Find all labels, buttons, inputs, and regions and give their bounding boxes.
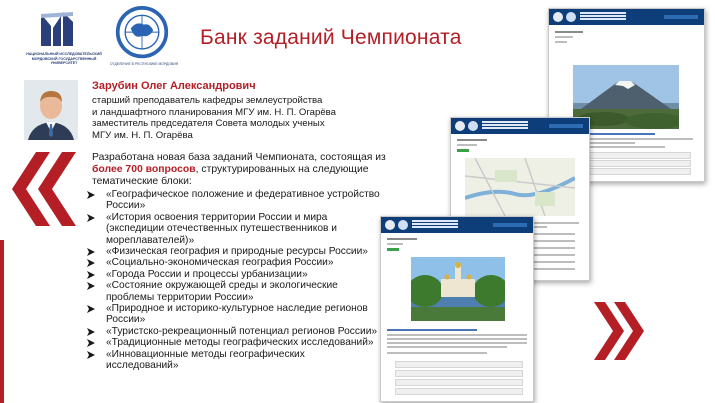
list-item xyxy=(80,303,380,326)
list-item xyxy=(80,189,380,212)
arrow-bullet-icon xyxy=(86,247,96,257)
screenshot-card-monastery xyxy=(380,216,534,402)
society-caption: ОТДЕЛЕНИЕ В РЕСПУБЛИКЕ МОРДОВИЯ xyxy=(109,62,179,66)
double-chevron-left-icon xyxy=(6,150,82,228)
list-item xyxy=(80,246,380,257)
arrow-bullet-icon xyxy=(86,350,96,360)
arrow-bullet-icon xyxy=(86,281,96,291)
double-chevron-right-icon xyxy=(590,300,650,362)
list-item xyxy=(80,269,380,280)
list-item xyxy=(80,212,380,246)
block-label: «Физическая география и природные ресурсы России» xyxy=(106,246,368,258)
card-header xyxy=(451,118,589,134)
list-item xyxy=(80,257,380,268)
block-label: «Туристско-рекреационный потенциал регионов России» xyxy=(106,325,378,337)
author-name: Зарубин Олег Александрович xyxy=(92,80,256,92)
author-bio-line: МГУ им. Н. П. Огарёва xyxy=(92,129,193,141)
list-item xyxy=(80,280,380,303)
geographic-society-logo xyxy=(109,6,179,70)
university-caption: НАЦИОНАЛЬНЫЙ ИССЛЕДОВАТЕЛЬСКИЙ МОРДОВСКИЙ ГОСУДАРСТВЕННЫЙ УНИВЕРСИТЕТ xyxy=(26,52,102,66)
accent-bar xyxy=(0,240,4,403)
arrow-bullet-icon xyxy=(86,258,96,268)
list-item xyxy=(80,349,380,372)
author-bio-line: и ландшафтного планирования МГУ им. Н. П. Огарёва xyxy=(92,106,336,118)
arrow-bullet-icon xyxy=(86,304,96,314)
block-label: «Географическое положение и федеративное устройство России» xyxy=(106,189,380,212)
intro-text xyxy=(92,152,392,187)
globe-emblem-icon xyxy=(110,6,174,62)
arrow-bullet-icon xyxy=(86,270,96,280)
block-label: «Традиционные методы географических исследований» xyxy=(106,337,374,349)
author-photo xyxy=(24,80,78,140)
card-header xyxy=(381,217,533,233)
block-label: «Состояние окружающей среды и экологические проблемы территории России» xyxy=(106,280,338,303)
university-emblem-icon xyxy=(38,8,76,48)
card-header xyxy=(549,9,704,25)
thematic-blocks-list xyxy=(80,189,380,372)
intro-highlight: более 700 вопросов xyxy=(92,163,196,175)
university-logo xyxy=(22,8,102,70)
intro-before: Разработана новая база заданий Чемпионата, состоящая из xyxy=(92,152,386,163)
block-label: «История освоения территории России и мира (экспедиции отечественных путешественников и мореплавателей)» xyxy=(106,211,337,246)
block-label: «Инновационные методы географических исследований» xyxy=(106,348,305,372)
monastery-photo xyxy=(411,257,505,321)
list-item xyxy=(80,337,380,348)
block-label: «Социально-экономическая география России» xyxy=(106,257,334,269)
author-bio-line: старший преподаватель кафедры землеустройства xyxy=(92,95,323,106)
block-label: «Города России и процессы урбанизации» xyxy=(106,268,308,280)
author-bio-line: заместитель председателя Совета молодых ученых xyxy=(92,118,325,130)
page-title: Банк заданий Чемпионата xyxy=(200,26,462,49)
author-bio xyxy=(92,95,372,141)
block-label: «Природное и историко-культурное наследие регионов России» xyxy=(106,303,368,326)
arrow-bullet-icon xyxy=(86,327,96,337)
map-image xyxy=(465,158,575,216)
portrait-icon xyxy=(24,80,78,140)
list-item xyxy=(80,326,380,337)
arrow-bullet-icon xyxy=(86,190,96,200)
intro-after: , структурированных на следующие тематические блоки: xyxy=(92,163,369,187)
arrow-bullet-icon xyxy=(86,213,96,223)
arrow-bullet-icon xyxy=(86,338,96,348)
